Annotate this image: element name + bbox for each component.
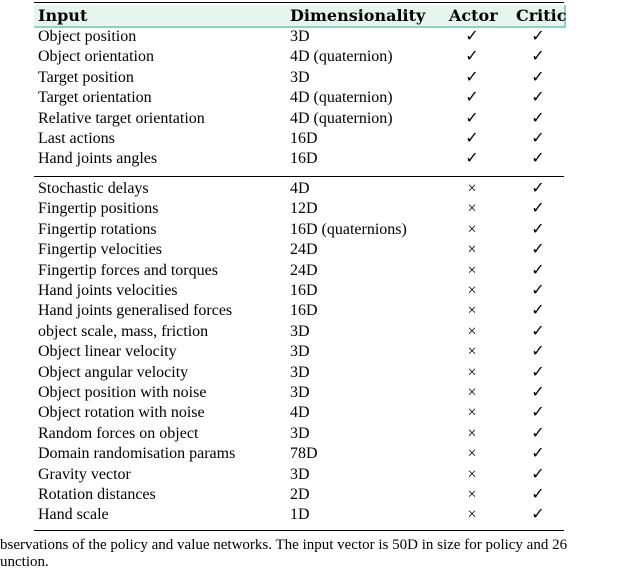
critic-cell: ✓	[531, 261, 545, 279]
table-row	[0, 301, 640, 321]
table-row	[0, 149, 640, 169]
critic-cell: ✓	[531, 200, 545, 218]
actor-cell: ×	[467, 302, 477, 320]
table-row	[0, 109, 640, 129]
actor-cell: ✓	[465, 28, 479, 45]
header-critic: Critic	[516, 6, 567, 25]
table-row	[0, 199, 640, 219]
input-cell: Hand joints angles	[38, 150, 158, 168]
input-cell: Object linear velocity	[38, 343, 177, 361]
actor-cell: ✓	[465, 68, 479, 86]
table-row	[0, 383, 640, 403]
critic-cell: ✓	[531, 424, 545, 442]
dimensionality-cell: 24D	[290, 241, 318, 259]
actor-cell: ×	[467, 424, 477, 442]
table-row	[0, 424, 640, 444]
critic-cell: ✓	[531, 506, 545, 524]
input-cell: Stochastic delays	[38, 180, 149, 197]
input-cell: Random forces on object	[38, 424, 199, 442]
table-row	[0, 403, 640, 423]
critic-cell: ✓	[531, 28, 545, 45]
critic-cell: ✓	[531, 384, 545, 401]
actor-cell: ✓	[465, 130, 479, 147]
actor-cell: ×	[467, 363, 477, 381]
table-row	[0, 444, 640, 464]
input-cell: Object rotation with noise	[38, 404, 205, 422]
dimensionality-cell: 24D	[290, 261, 318, 279]
table-row	[0, 281, 640, 301]
input-cell: Last actions	[38, 130, 115, 147]
dimensionality-cell: 78D	[290, 445, 318, 463]
table-row	[0, 342, 640, 362]
dimensionality-cell: 16D	[290, 130, 318, 147]
critic-cell: ✓	[531, 220, 545, 238]
dimensionality-cell: 16D	[290, 150, 318, 168]
critic-cell: ✓	[531, 150, 545, 168]
header-input: Input	[38, 6, 88, 25]
table-row	[0, 68, 640, 88]
header-dimensionality: Dimensionality	[290, 6, 426, 25]
dimensionality-cell: 4D (quaternion)	[290, 89, 393, 107]
dimensionality-cell: 3D	[290, 465, 310, 483]
critic-cell: ✓	[531, 465, 545, 483]
actor-cell: ×	[467, 465, 477, 483]
table-row	[0, 485, 640, 505]
actor-cell: ×	[467, 282, 477, 299]
input-cell: Domain randomisation params	[38, 445, 236, 463]
dimensionality-cell: 4D	[290, 404, 310, 422]
group-separator-rule	[34, 176, 564, 177]
table-row	[0, 47, 640, 67]
bottom-rule	[34, 530, 564, 531]
input-cell: Target position	[38, 68, 134, 86]
input-cell: Fingertip positions	[38, 200, 159, 218]
input-cell: Fingertip rotations	[38, 220, 157, 238]
critic-cell: ✓	[531, 404, 545, 422]
actor-cell: ×	[467, 506, 477, 524]
dimensionality-cell: 3D	[290, 343, 310, 361]
actor-cell: ✓	[465, 89, 479, 107]
actor-cell: ×	[467, 241, 477, 259]
critic-cell: ✓	[531, 109, 545, 127]
input-cell: Fingertip forces and torques	[38, 261, 218, 279]
actor-cell: ×	[467, 486, 477, 503]
dimensionality-cell: 12D	[290, 200, 318, 218]
input-cell: Object angular velocity	[38, 363, 189, 381]
actor-cell: ✓	[465, 48, 479, 66]
input-cell: Object position with noise	[38, 384, 207, 401]
table-row	[0, 261, 640, 281]
table-row	[0, 363, 640, 383]
dimensionality-cell: 16D	[290, 302, 318, 320]
actor-cell: ×	[467, 343, 477, 361]
input-cell: Gravity vector	[38, 465, 131, 483]
input-cell: object scale, mass, friction	[38, 322, 209, 340]
dimensionality-cell: 4D (quaternion)	[290, 48, 393, 66]
input-cell: Hand scale	[38, 506, 109, 524]
dimensionality-cell: 2D	[290, 486, 310, 503]
dimensionality-cell: 3D	[290, 384, 310, 401]
dimensionality-cell: 16D (quaternions)	[290, 220, 407, 238]
table-row	[0, 220, 640, 240]
actor-cell: ×	[467, 384, 477, 401]
dimensionality-cell: 3D	[290, 322, 310, 340]
critic-cell: ✓	[531, 282, 545, 299]
table-row	[0, 129, 640, 149]
actor-cell: ×	[467, 322, 477, 340]
actor-cell: ×	[467, 404, 477, 422]
input-cell: Hand joints generalised forces	[38, 302, 233, 320]
dimensionality-cell: 3D	[290, 424, 310, 442]
actor-cell: ✓	[465, 150, 479, 168]
top-rule	[34, 2, 564, 3]
dimensionality-cell: 16D	[290, 282, 318, 299]
critic-cell: ✓	[531, 322, 545, 340]
input-cell: Fingertip velocities	[38, 241, 162, 259]
actor-cell: ×	[467, 261, 477, 279]
dimensionality-cell: 3D	[290, 363, 310, 381]
dimensionality-cell: 4D	[290, 180, 310, 197]
table-row	[0, 179, 640, 199]
critic-cell: ✓	[531, 302, 545, 320]
dimensionality-cell: 4D (quaternion)	[290, 109, 393, 127]
actor-cell: ✓	[465, 109, 479, 127]
dimensionality-cell: 3D	[290, 68, 310, 86]
dimensionality-cell: 1D	[290, 506, 310, 524]
critic-cell: ✓	[531, 89, 545, 107]
header-actor: Actor	[449, 6, 498, 25]
critic-cell: ✓	[531, 343, 545, 361]
table-row	[0, 27, 640, 47]
table-row	[0, 505, 640, 525]
critic-cell: ✓	[531, 486, 545, 503]
actor-cell: ×	[467, 220, 477, 238]
input-cell: Relative target orientation	[38, 109, 205, 127]
table-row	[0, 322, 640, 342]
critic-cell: ✓	[531, 48, 545, 66]
critic-cell: ✓	[531, 445, 545, 463]
critic-cell: ✓	[531, 180, 545, 197]
critic-cell: ✓	[531, 130, 545, 147]
caption-line-2: unction.	[0, 554, 49, 570]
critic-cell: ✓	[531, 363, 545, 381]
critic-cell: ✓	[531, 241, 545, 259]
input-cell: Object position	[38, 28, 137, 45]
critic-cell: ✓	[531, 68, 545, 86]
actor-cell: ×	[467, 445, 477, 463]
dimensionality-cell: 3D	[290, 28, 310, 45]
input-cell: Rotation distances	[38, 486, 156, 503]
input-cell: Hand joints velocities	[38, 282, 178, 299]
input-cell: Target orientation	[38, 89, 152, 107]
table-row	[0, 240, 640, 260]
actor-cell: ×	[467, 180, 477, 197]
table-row	[0, 88, 640, 108]
table-row	[0, 465, 640, 485]
input-cell: Object orientation	[38, 48, 154, 66]
caption-line-1: bservations of the policy and value networks. The input vector is 50D in size for policy and 26	[0, 537, 568, 553]
actor-cell: ×	[467, 200, 477, 218]
